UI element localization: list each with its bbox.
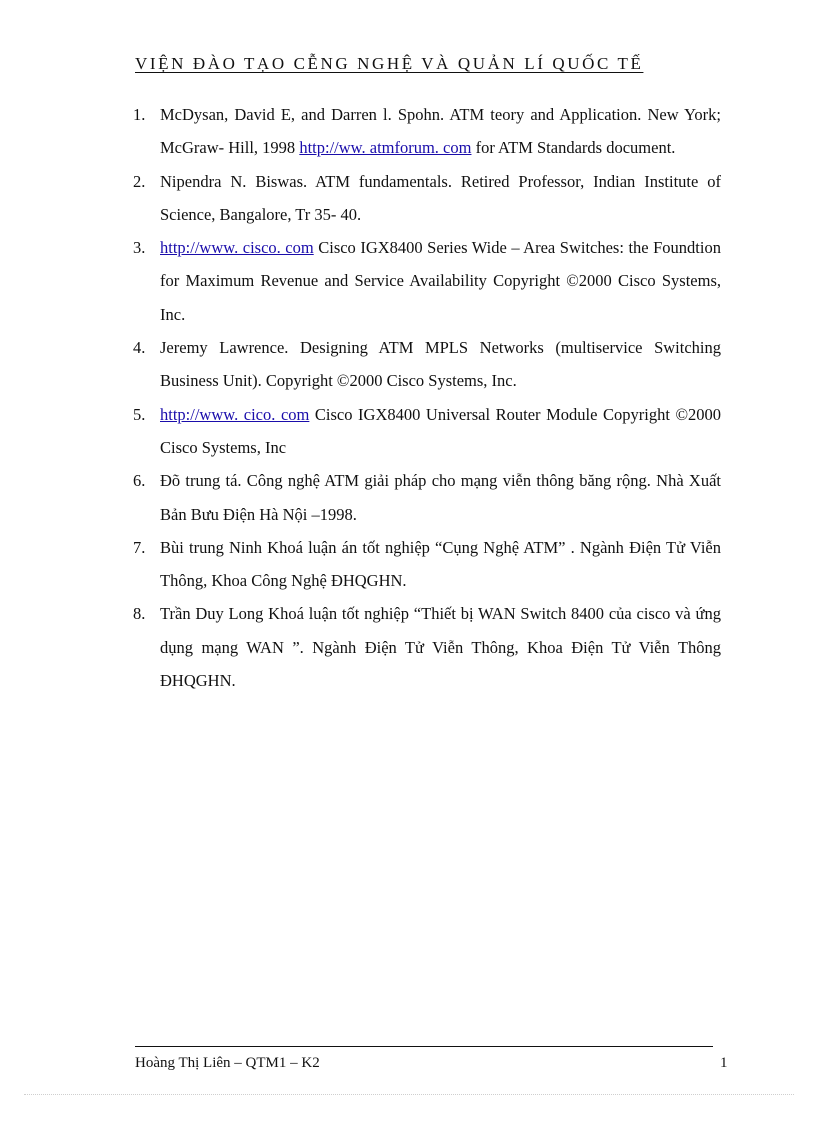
reference-text: Trần Duy Long Khoá luận tốt nghiệp “Thiết bị WAN Switch 8400 của cisco và ứng dụng mạng WAN ”. Ngành Điện Tử Viễn Thông, Khoa Điện Tử Viễn Thông ĐHQGHN. bbox=[160, 604, 721, 691]
reference-link[interactable]: http://www. cico. com bbox=[160, 404, 310, 424]
reference-number: 3. bbox=[133, 238, 146, 258]
reference-item-6 bbox=[133, 464, 721, 531]
reference-number: 6. bbox=[133, 471, 146, 491]
reference-text: Jeremy Lawrence. Designing ATM MPLS Networks (multiservice Switching Business Unit). Copyright ©2000 Cisco Systems, Inc. bbox=[160, 338, 721, 391]
reference-item-8 bbox=[133, 597, 721, 697]
reference-text: McDysan, David E, and Darren l. Spohn. ATM teory and Application. New York; McGraw- Hill, 1998 bbox=[160, 105, 721, 158]
reference-number: 1. bbox=[133, 105, 146, 124]
page-boundary bbox=[24, 1094, 794, 1095]
reference-text-tail: for ATM Standards document. bbox=[471, 138, 676, 158]
reference-item-7 bbox=[133, 531, 721, 598]
reference-text: Đõ trung tá. Công nghệ ATM giải pháp cho mạng viễn thông băng rộng. Nhà Xuất Bản Bưu Điện Hà Nội –1998. bbox=[160, 471, 721, 524]
reference-number: 2. bbox=[133, 171, 146, 191]
footer-author: Hoàng Thị Liên – QTM1 – K2 bbox=[135, 1055, 320, 1071]
reference-number: 5. bbox=[133, 404, 146, 424]
reference-list bbox=[133, 98, 721, 697]
page-number: 1 bbox=[720, 1055, 728, 1071]
reference-item-2 bbox=[133, 165, 721, 232]
reference-link[interactable]: http://ww. atmforum. com bbox=[299, 138, 472, 158]
reference-item-5 bbox=[133, 398, 721, 465]
reference-text-tail: Cisco IGX8400 Series Wide – Area Switches: the Foundtion for Maximum Revenue and Service Availability Copyright ©2000 Cisco Systems, Inc. bbox=[160, 238, 721, 324]
page-header-title: VIỆN ĐÀO TẠO CỄNG NGHỆ VÀ QUẢN LÍ QUỐC TẾ bbox=[135, 54, 644, 73]
reference-item-1 bbox=[133, 98, 721, 165]
reference-link[interactable]: http://www. cisco. com bbox=[160, 238, 314, 258]
reference-number: 7. bbox=[133, 537, 146, 557]
reference-item-3 bbox=[133, 231, 721, 331]
reference-text: Nipendra N. Biswas. ATM fundamentals. Retired Professor, Indian Institute of Science, Bangalore, Tr 35- 40. bbox=[160, 171, 721, 224]
reference-number: 8. bbox=[133, 604, 146, 624]
reference-item-4 bbox=[133, 331, 721, 398]
reference-text-tail: Cisco IGX8400 Universal Router Module Copyright ©2000 Cisco Systems, Inc bbox=[160, 404, 721, 457]
reference-text: Bùi trung Ninh Khoá luận án tốt nghiệp “Cụng Nghệ ATM” . Ngành Điện Tử Viễn Thông, Khoa Công Nghệ ĐHQGHN. bbox=[160, 537, 721, 591]
footer-divider bbox=[135, 1046, 713, 1047]
reference-number: 4. bbox=[133, 338, 146, 358]
